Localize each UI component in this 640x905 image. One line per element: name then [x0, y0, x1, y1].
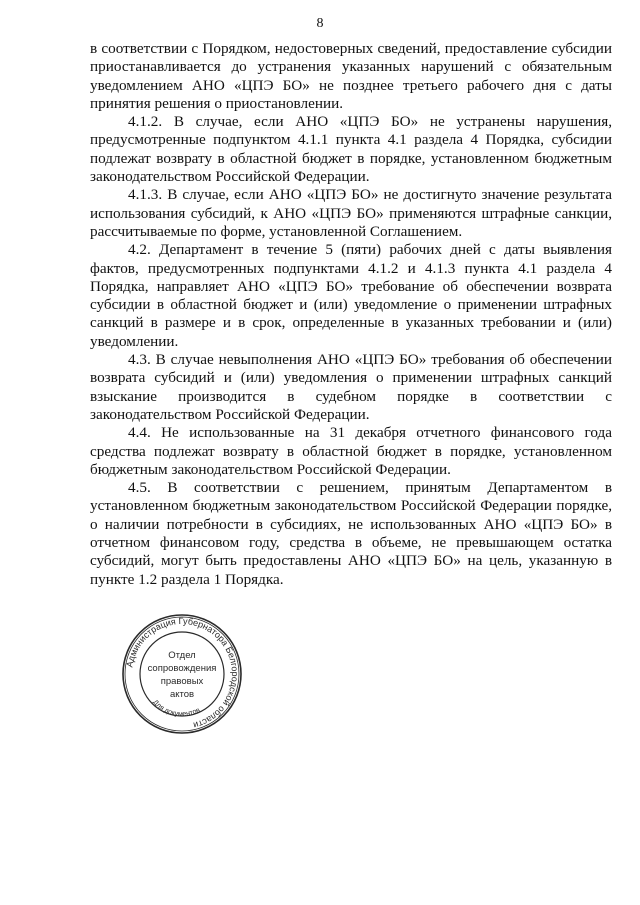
stamp-center-line-1: Отдел: [168, 650, 196, 661]
body-text: [90, 40, 612, 589]
paragraph-4-3: 4.3. В случае невыполнения АНО «ЦПЭ БО» требования об обеспечении возврата субсидий и (или) уведомления о применении штрафных санкций взыскание производится в судебном порядке в соответствии с законодательством Российской Федерации.: [90, 351, 612, 423]
stamp-center-line-3: правовых: [160, 676, 204, 687]
paragraph-4-1-3: 4.1.3. В случае, если АНО «ЦПЭ БО» не достигнуто значение результата использования субсидий, к АНО «ЦПЭ БО» применяются штрафные санкции, рассчитываемые по форме, установленной Соглашением.: [90, 186, 612, 240]
paragraph-4-1-2: 4.1.2. В случае, если АНО «ЦПЭ БО» не устранены нарушения, предусмотренные подпунктом 4.1.1 пункта 4.1 раздела 4 Порядка, субсидии подлежат возврату в областной бюджет в порядке, установленном бюджетным законодательством Российской Федерации.: [90, 113, 612, 186]
official-stamp: [120, 612, 244, 736]
stamp-center-line-2: сопровождения: [147, 663, 217, 674]
stamp-outer-text: Администрация Губернатора Белгородской области: [124, 615, 241, 731]
stamp-seal: [120, 612, 244, 736]
paragraph-4-4: 4.4. Не использованные на 31 декабря отчетного финансового года средства подлежат возврату в областной бюджет в порядке, установленном бюджетным законодательством Российской Федерации.: [90, 424, 612, 478]
stamp-inner-bottom-text: Для документов: [151, 698, 202, 719]
paragraph-4-2: 4.2. Департамент в течение 5 (пяти) рабочих дней с даты выявления фактов, предусмотренных подпунктами 4.1.2 и 4.1.3 пункта 4.1 раздела 4 Порядка, направляет АНО «ЦПЭ БО» требование об обеспечении возврата субсидии в областной бюджет и (или) уведомление о применении штрафных санкций в размере и в срок, определенные в указанных требовании и (или) уведомлении.: [90, 241, 612, 350]
paragraph-4-5: 4.5. В соответствии с решением, принятым Департаментом в установленном бюджетным законодательством Российской Федерации порядке, о наличии потребности в субсидиях, не использованных АНО «ЦПЭ БО» в отчетном финансовом году, средства в объеме, не превышающем остатка субсидий, могут быть предоставлены АНО «ЦПЭ БО» на цель, указанную в пункте 1.2 раздела 1 Порядка.: [90, 479, 612, 588]
paragraph-continuation: в соответствии с Порядком, недостоверных сведений, предоставление субсидии приостанавливается до устранения указанных нарушений с обязательным уведомлением АНО «ЦПЭ БО» не позднее третьего рабочего дня с даты принятия решения о приостановлении.: [90, 40, 612, 112]
page-number: 8: [316, 16, 324, 31]
stamp-center-line-4: актов: [169, 689, 195, 700]
